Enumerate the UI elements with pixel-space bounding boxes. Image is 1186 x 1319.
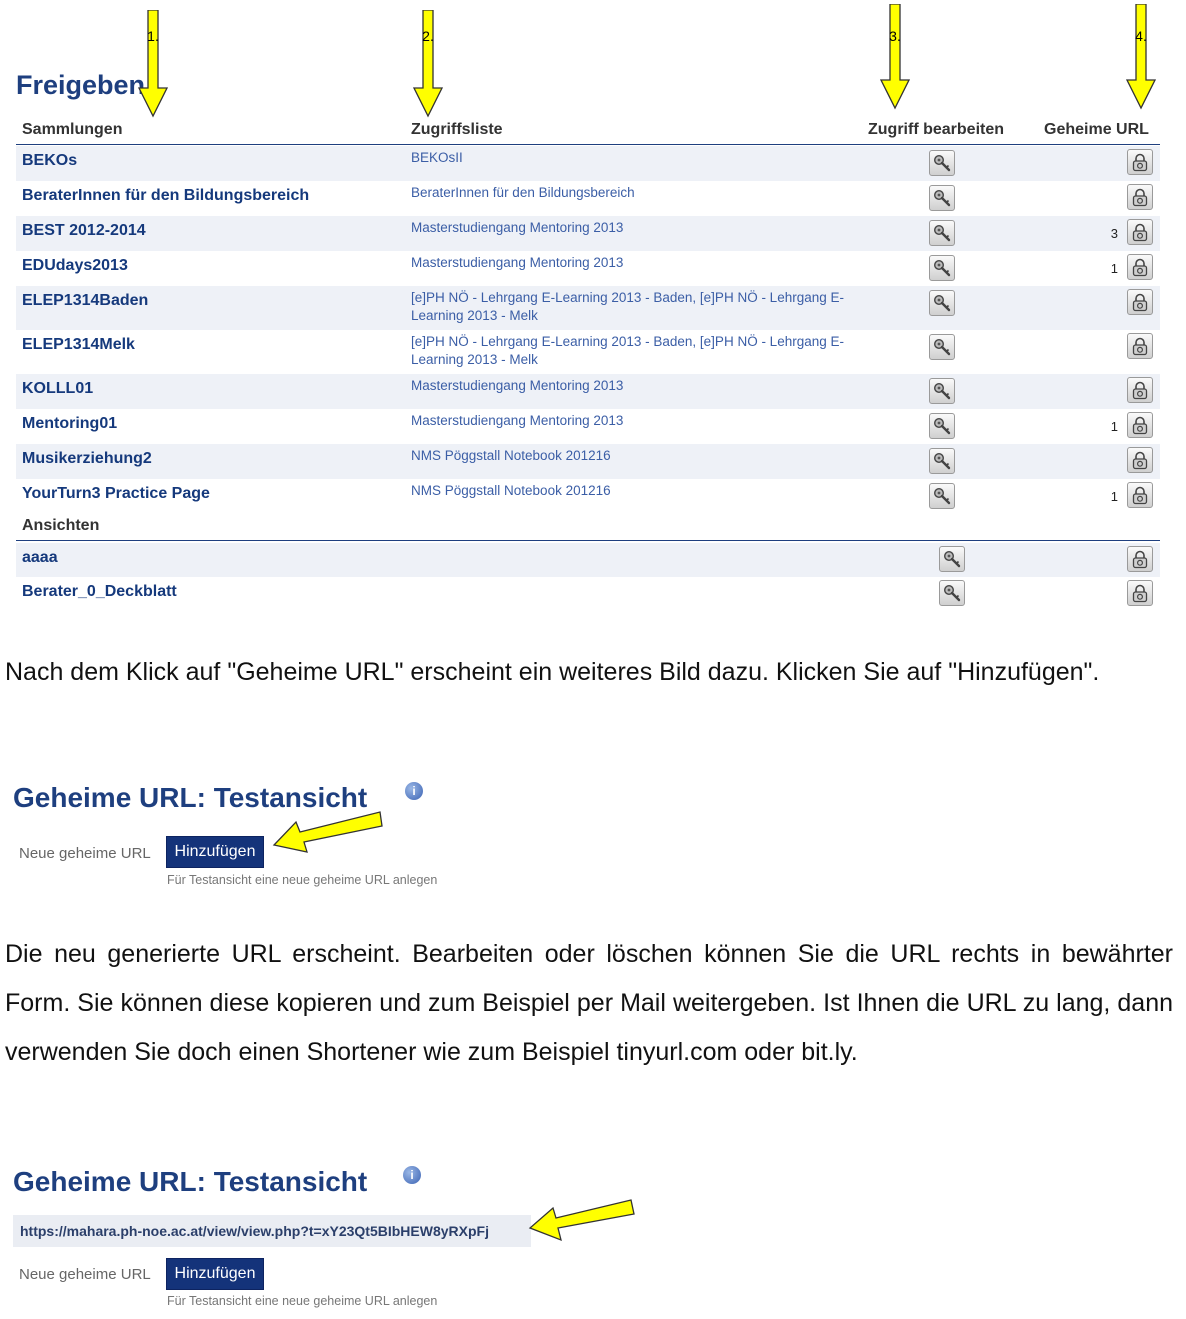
secret-url-lock-button[interactable] [1127, 412, 1153, 438]
view-row [16, 543, 1160, 577]
collection-name-link[interactable]: BeraterInnen für den Bildungsbereich [22, 187, 310, 204]
view-name-link[interactable]: aaaa [22, 549, 58, 566]
edit-access-key-button[interactable] [929, 334, 955, 360]
add-hint: Für Testansicht eine neue geheime URL anlegen [167, 873, 438, 887]
new-secret-url-label: Neue geheime URL [19, 1266, 151, 1283]
annotation-arrow-url [528, 1198, 636, 1244]
annotation-arrow-4 [1126, 4, 1156, 110]
instruction-paragraph-2: Die neu generierte URL erscheint. Bearbeiten oder löschen können Sie die URL rechts in bewährter Form. Sie können diese kopieren und zum Beispiel per Mail weitergeben. Ist Ihnen die URL zu lang, dann verwenden Sie doch einen Shortener wie zum Beispiel tinyurl.com oder bit.ly. [5, 940, 1173, 1066]
access-list-text: Masterstudiengang Mentoring 2013 [411, 220, 624, 235]
column-header-collections: Sammlungen [22, 121, 123, 138]
collection-name-link[interactable]: EDUdays2013 [22, 257, 128, 274]
add-button[interactable]: Hinzufügen [166, 836, 264, 868]
edit-access-key-button[interactable] [929, 290, 955, 316]
instruction-paragraph-1: Nach dem Klick auf "Geheime URL" erscheint ein weiteres Bild dazu. Klicken Sie auf "Hinzufügen". [5, 658, 1100, 686]
collection-row [16, 146, 1160, 181]
collection-name-link[interactable]: BEKOs [22, 152, 78, 169]
edit-access-key-button[interactable] [929, 150, 955, 176]
view-row [16, 577, 1160, 611]
collection-row [16, 216, 1160, 251]
secret-url-lock-button[interactable] [1127, 580, 1153, 606]
collection-row [16, 330, 1160, 374]
access-list-text: BEKOsII [411, 150, 463, 165]
secret-url-lock-button[interactable] [1127, 447, 1153, 473]
access-list-text: [e]PH NÖ - Lehrgang E-Learning 2013 - Baden, [e]PH NÖ - Lehrgang E-Learning 2013 - Melk [411, 290, 844, 323]
collection-row [16, 479, 1160, 514]
arrow-label-2: 2. [422, 28, 434, 44]
secret-url-lock-button[interactable] [1127, 184, 1153, 210]
views-heading: Ansichten [22, 517, 100, 534]
access-list-text: NMS Pöggstall Notebook 201216 [411, 483, 611, 498]
collection-name-link[interactable]: YourTurn3 Practice Page [22, 485, 210, 502]
collection-name-link[interactable]: KOLLL01 [22, 380, 94, 397]
collection-row [16, 374, 1160, 409]
header-divider [16, 144, 1160, 145]
edit-access-key-button[interactable] [929, 413, 955, 439]
info-icon[interactable]: i [403, 1166, 421, 1184]
access-list-text: Masterstudiengang Mentoring 2013 [411, 413, 624, 428]
edit-access-key-button[interactable] [929, 483, 955, 509]
annotation-arrow-add [272, 808, 384, 856]
column-header-secret-url: Geheime URL [1044, 121, 1149, 138]
annotation-arrow-1 [138, 10, 168, 118]
edit-access-key-button[interactable] [929, 448, 955, 474]
secret-url-lock-button[interactable] [1127, 254, 1153, 280]
arrow-label-1: 1. [147, 28, 159, 44]
secret-url-title: Geheime URL: Testansicht [13, 782, 368, 813]
collection-name-link[interactable]: BEST 2012-2014 [22, 222, 146, 239]
secret-url-lock-button[interactable] [1127, 482, 1153, 508]
edit-access-key-button[interactable] [929, 220, 955, 246]
edit-access-key-button[interactable] [929, 378, 955, 404]
access-list-text: Masterstudiengang Mentoring 2013 [411, 378, 624, 393]
collection-name-link[interactable]: Mentoring01 [22, 415, 118, 432]
add-button[interactable]: Hinzufügen [166, 1258, 264, 1290]
edit-access-key-button[interactable] [929, 185, 955, 211]
secret-url-count: 1 [1110, 489, 1118, 504]
secret-url-value[interactable]: https://mahara.ph-noe.ac.at/view/view.php?t=xY23Qt5BIbHEW8yRXpFj [13, 1215, 531, 1247]
page-title: Freigeben [16, 70, 146, 100]
secret-url-lock-button[interactable] [1127, 377, 1153, 403]
edit-access-key-button[interactable] [929, 255, 955, 281]
secret-url-count: 1 [1110, 261, 1118, 276]
secret-url-lock-button[interactable] [1127, 546, 1153, 572]
access-list-text: BeraterInnen für den Bildungsbereich [411, 185, 635, 200]
collection-row [16, 251, 1160, 286]
collection-name-link[interactable]: Musikerziehung2 [22, 450, 152, 467]
arrow-label-3: 3. [889, 28, 901, 44]
secret-url-lock-button[interactable] [1127, 289, 1153, 315]
collection-row [16, 409, 1160, 444]
views-divider [16, 540, 1160, 541]
view-name-link[interactable]: Berater_0_Deckblatt [22, 583, 177, 600]
info-icon[interactable]: i [405, 782, 423, 800]
arrow-label-4: 4. [1135, 28, 1147, 44]
collection-name-link[interactable]: ELEP1314Melk [22, 336, 135, 353]
secret-url-lock-button[interactable] [1127, 333, 1153, 359]
edit-access-key-button[interactable] [939, 546, 965, 572]
new-secret-url-label: Neue geheime URL [19, 845, 151, 862]
collection-name-link[interactable]: ELEP1314Baden [22, 292, 149, 309]
edit-access-key-button[interactable] [939, 580, 965, 606]
column-header-edit-access: Zugriff bearbeiten [868, 121, 1005, 138]
secret-url-title: Geheime URL: Testansicht [13, 1166, 368, 1197]
secret-url-count: 1 [1110, 419, 1118, 434]
access-list-text: NMS Pöggstall Notebook 201216 [411, 448, 611, 463]
collection-row [16, 286, 1160, 330]
secret-url-count: 3 [1110, 226, 1118, 241]
secret-url-lock-button[interactable] [1127, 219, 1153, 245]
access-list-text: [e]PH NÖ - Lehrgang E-Learning 2013 - Baden, [e]PH NÖ - Lehrgang E-Learning 2013 - Melk [411, 334, 844, 367]
column-header-acl: Zugriffsliste [411, 121, 503, 138]
secret-url-lock-button[interactable] [1127, 149, 1153, 175]
add-hint: Für Testansicht eine neue geheime URL anlegen [167, 1294, 438, 1308]
collection-row [16, 444, 1160, 479]
annotation-arrow-2 [413, 10, 443, 118]
collection-row [16, 181, 1160, 216]
share-screenshot [0, 0, 1186, 620]
annotation-arrow-3 [880, 4, 910, 110]
access-list-text: Masterstudiengang Mentoring 2013 [411, 255, 624, 270]
